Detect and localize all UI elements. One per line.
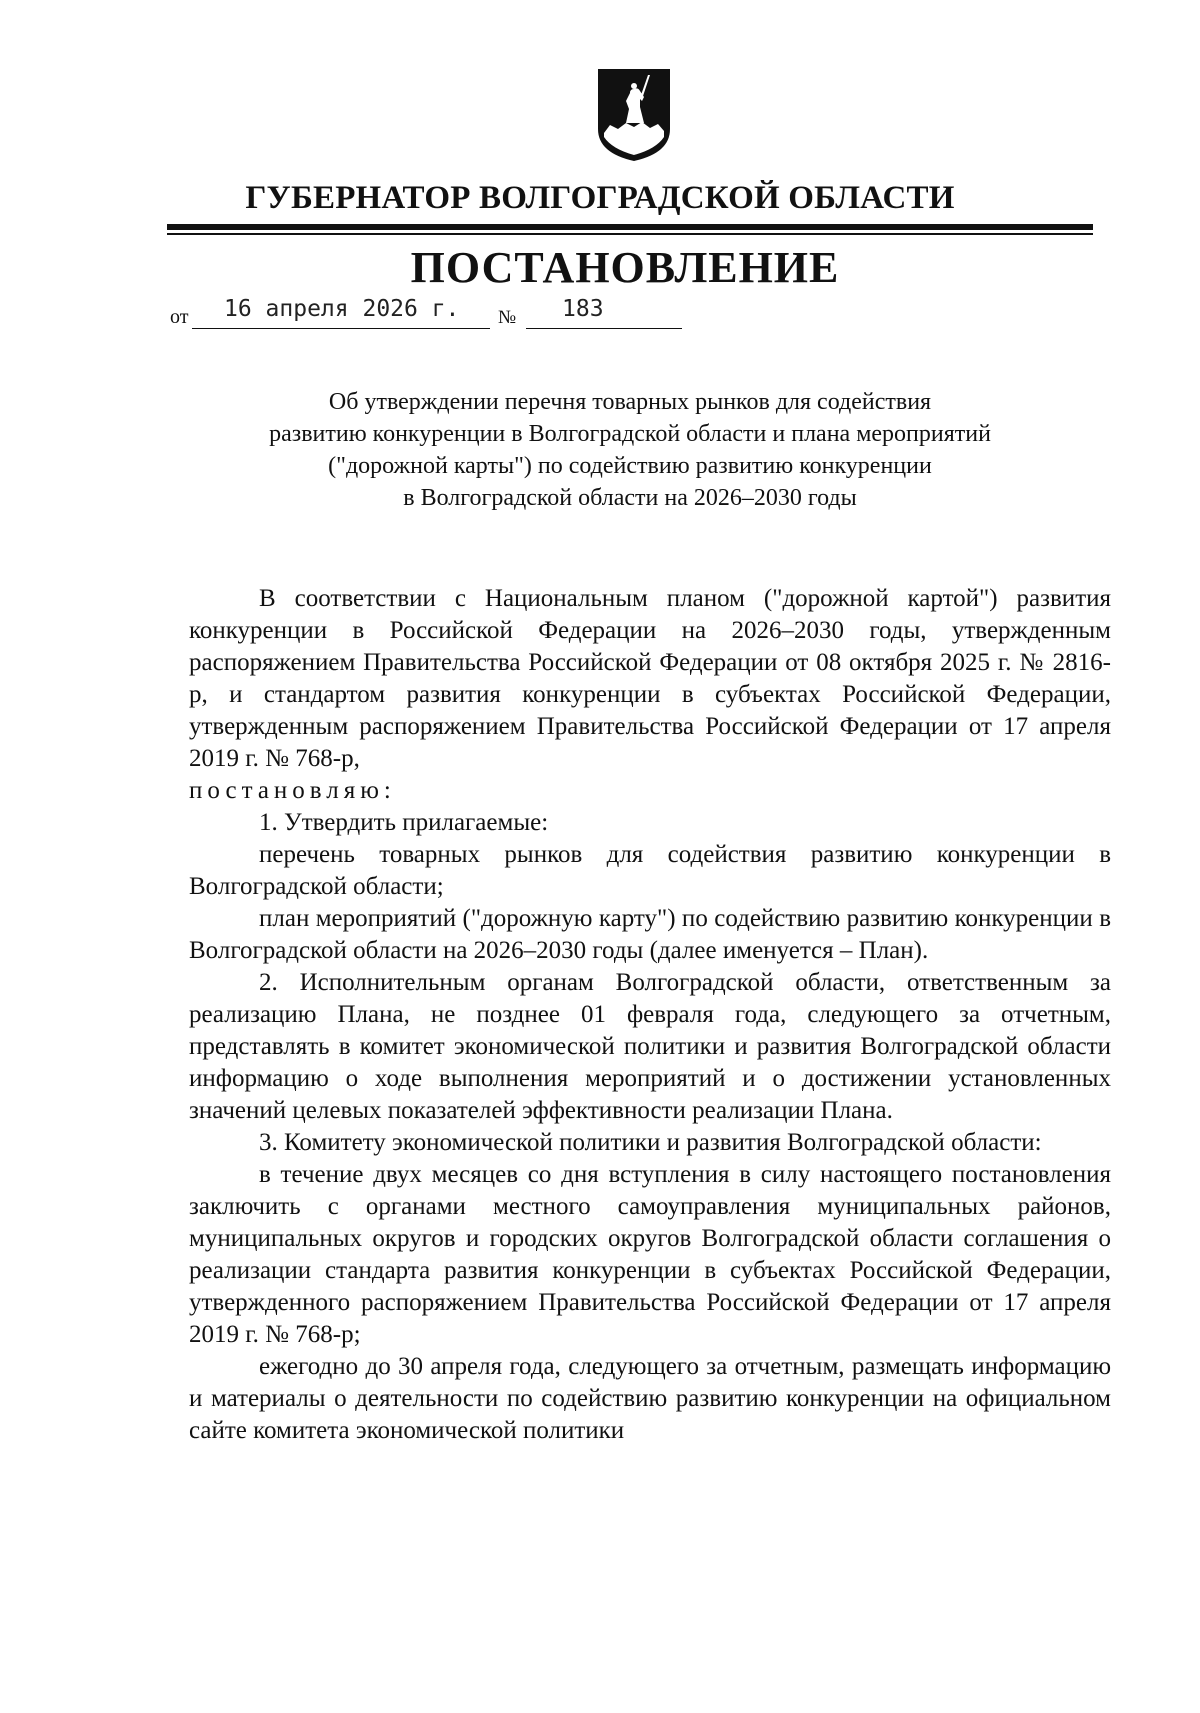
document-subject (190, 386, 1070, 514)
document-number: 183 (562, 296, 604, 322)
date-underline (192, 328, 490, 329)
clause-3-item-agreements: в течение двух месяцев со дня вступления в силу настоящего постановления заключить с органами местного самоуправления муниципальных районов, муниципальных округов и городских округов Волгоградской области соглашения о реализации стандарта развития конкуренции в субъектах Российской Федерации, утвержденного распоряжением Правительства Российской Федерации от 17 апреля 2019 г. № 768-р; (189, 1161, 1111, 1348)
clause-1-item-list: перечень товарных рынков для содействия развитию конкуренции в Волгоградской области; (189, 841, 1111, 900)
document-body (189, 583, 1111, 1447)
subject-line: Об утверждении перечня товарных рынков для содействия (328, 389, 932, 415)
date-prefix: от (170, 306, 189, 328)
subject-line: в Волгоградской области на 2026–2030 годы (403, 485, 857, 511)
clause-1: 1. Утвердить прилагаемые: (259, 809, 549, 836)
header-rule-thin (167, 233, 1093, 235)
header-rule-thick (167, 224, 1093, 230)
subject-line: ("дорожной карты") по содействию развитию конкуренции (328, 453, 932, 479)
resolve-word: постановляю: (189, 777, 396, 804)
subject-line: развитию конкуренции в Волгоградской области и плана мероприятий (269, 421, 991, 447)
volgograd-coat-of-arms-icon (596, 67, 672, 163)
clause-2: 2. Исполнительным органам Волгоградской области, ответственным за реализацию Плана, не позднее 01 февраля года, следующего за отчетным, представлять в комитет экономической политики и развития Волгоградской области информацию о ходе выполнения мероприятий и о достижении установленных значений целевых показателей эффективности реализации Плана. (189, 969, 1111, 1124)
document-type-title: ПОСТАНОВЛЕНИЕ (410, 243, 840, 292)
clause-3-item-publication: ежегодно до 30 апреля года, следующего за отчетным, размещать информацию и материалы о деятельности по содействию развитию конкуренции на официальном сайте комитета экономической политики (189, 1353, 1111, 1444)
clause-3: 3. Комитету экономической политики и развития Волгоградской области: (259, 1129, 1042, 1156)
clause-1-item-plan: план мероприятий ("дорожную карту") по содействию развитию конкуренции в Волгоградской области на 2026–2030 годы (далее именуется – План). (189, 905, 1111, 964)
document-date: 16 апреля 2026 г. (224, 296, 460, 322)
number-underline (526, 328, 682, 329)
issuing-authority: ГУБЕРНАТОР ВОЛГОГРАДСКОЙ ОБЛАСТИ (245, 180, 955, 216)
preamble-paragraph: В соответствии с Национальным планом ("дорожной картой") развития конкуренции в Российской Федерации на 2026–2030 годы, утвержденным распоряжением Правительства Российской Федерации от 08 октября 2025 г. № 2816-р, и стандартом развития конкуренции в субъектах Российской Федерации, утвержденным распоряжением Правительства Российской Федерации от 17 апреля 2019 г. № 768-р, (189, 585, 1111, 772)
number-prefix: № (498, 307, 517, 328)
